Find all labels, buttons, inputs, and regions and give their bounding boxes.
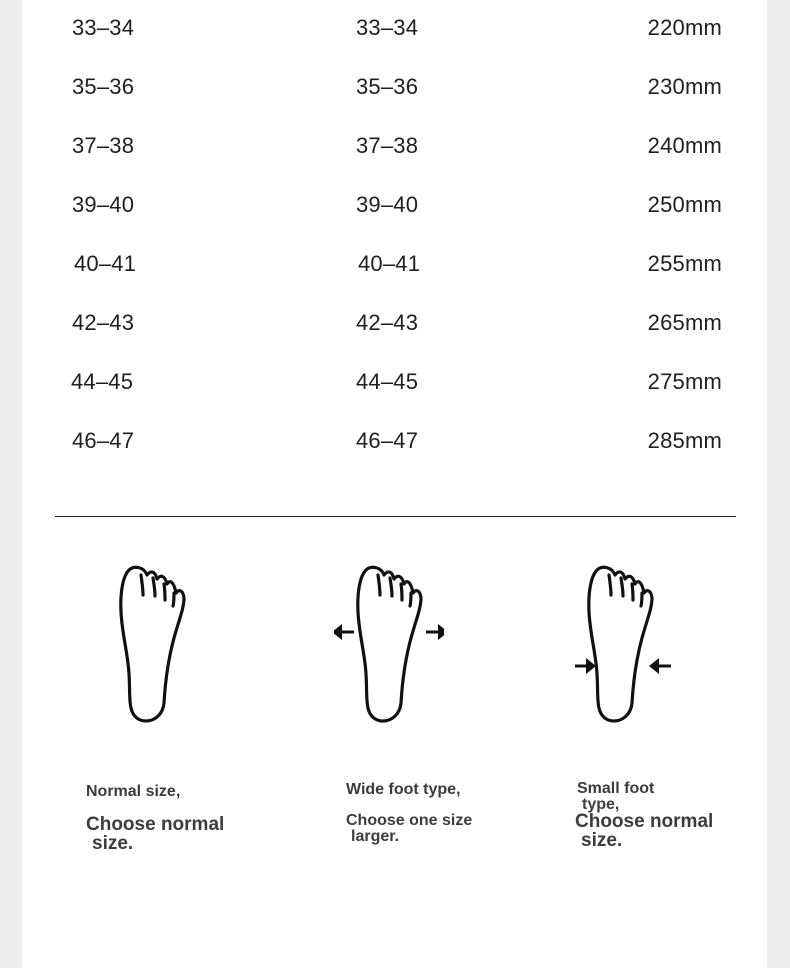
wide-foot-title: Wide foot type,	[346, 781, 461, 798]
table-row	[22, 8, 767, 48]
eu-size-cell: 35–36	[72, 74, 135, 99]
cn-size-cell: 44–45	[356, 369, 419, 394]
cn-size-cell: 35–36	[356, 74, 419, 99]
table-row	[22, 303, 767, 343]
table-row	[22, 126, 767, 166]
foot-length-cell: 220mm	[647, 15, 722, 40]
normal-foot-advice-line2: size.	[92, 833, 134, 854]
foot-narrow-arrows-in-icon	[575, 562, 685, 727]
small-foot-title-line1: Small foot	[577, 780, 655, 797]
wide-foot-advice-line2: larger.	[351, 828, 400, 845]
foot-icon	[107, 562, 217, 727]
foot-length-cell: 230mm	[647, 74, 722, 99]
foot-length-cell: 250mm	[647, 192, 722, 217]
cn-size-cell: 37–38	[356, 133, 419, 158]
table-row	[22, 244, 767, 284]
eu-size-cell: 40–41	[74, 251, 137, 276]
normal-foot-title: Normal size,	[86, 783, 181, 800]
cn-size-cell: 33–34	[356, 15, 419, 40]
eu-size-cell: 39–40	[72, 192, 135, 217]
eu-size-cell: 42–43	[72, 310, 135, 335]
table-row	[22, 185, 767, 225]
eu-size-cell: 44–45	[71, 369, 134, 394]
foot-length-cell: 240mm	[647, 133, 722, 158]
foot-length-cell: 265mm	[647, 310, 722, 335]
small-foot-advice-line1: Choose normal	[575, 811, 714, 832]
table-row	[22, 67, 767, 107]
foot-length-cell: 285mm	[647, 428, 722, 453]
cn-size-cell: 39–40	[356, 192, 419, 217]
small-foot-title-line2: type,	[582, 796, 620, 813]
wide-foot-advice-line1: Choose one size	[346, 812, 473, 829]
section-divider	[55, 516, 736, 517]
table-row	[22, 421, 767, 461]
cn-size-cell: 46–47	[356, 428, 419, 453]
eu-size-cell: 46–47	[72, 428, 135, 453]
table-row	[22, 362, 767, 402]
size-guide-page	[22, 0, 767, 968]
eu-size-cell: 33–34	[72, 15, 135, 40]
small-foot-advice-line2: size.	[581, 830, 623, 851]
cn-size-cell: 40–41	[358, 251, 421, 276]
foot-wide-arrows-out-icon	[334, 562, 444, 727]
foot-length-cell: 275mm	[647, 369, 722, 394]
normal-foot-advice-line1: Choose normal	[86, 814, 225, 835]
eu-size-cell: 37–38	[72, 133, 135, 158]
foot-length-cell: 255mm	[647, 251, 722, 276]
cn-size-cell: 42–43	[356, 310, 419, 335]
